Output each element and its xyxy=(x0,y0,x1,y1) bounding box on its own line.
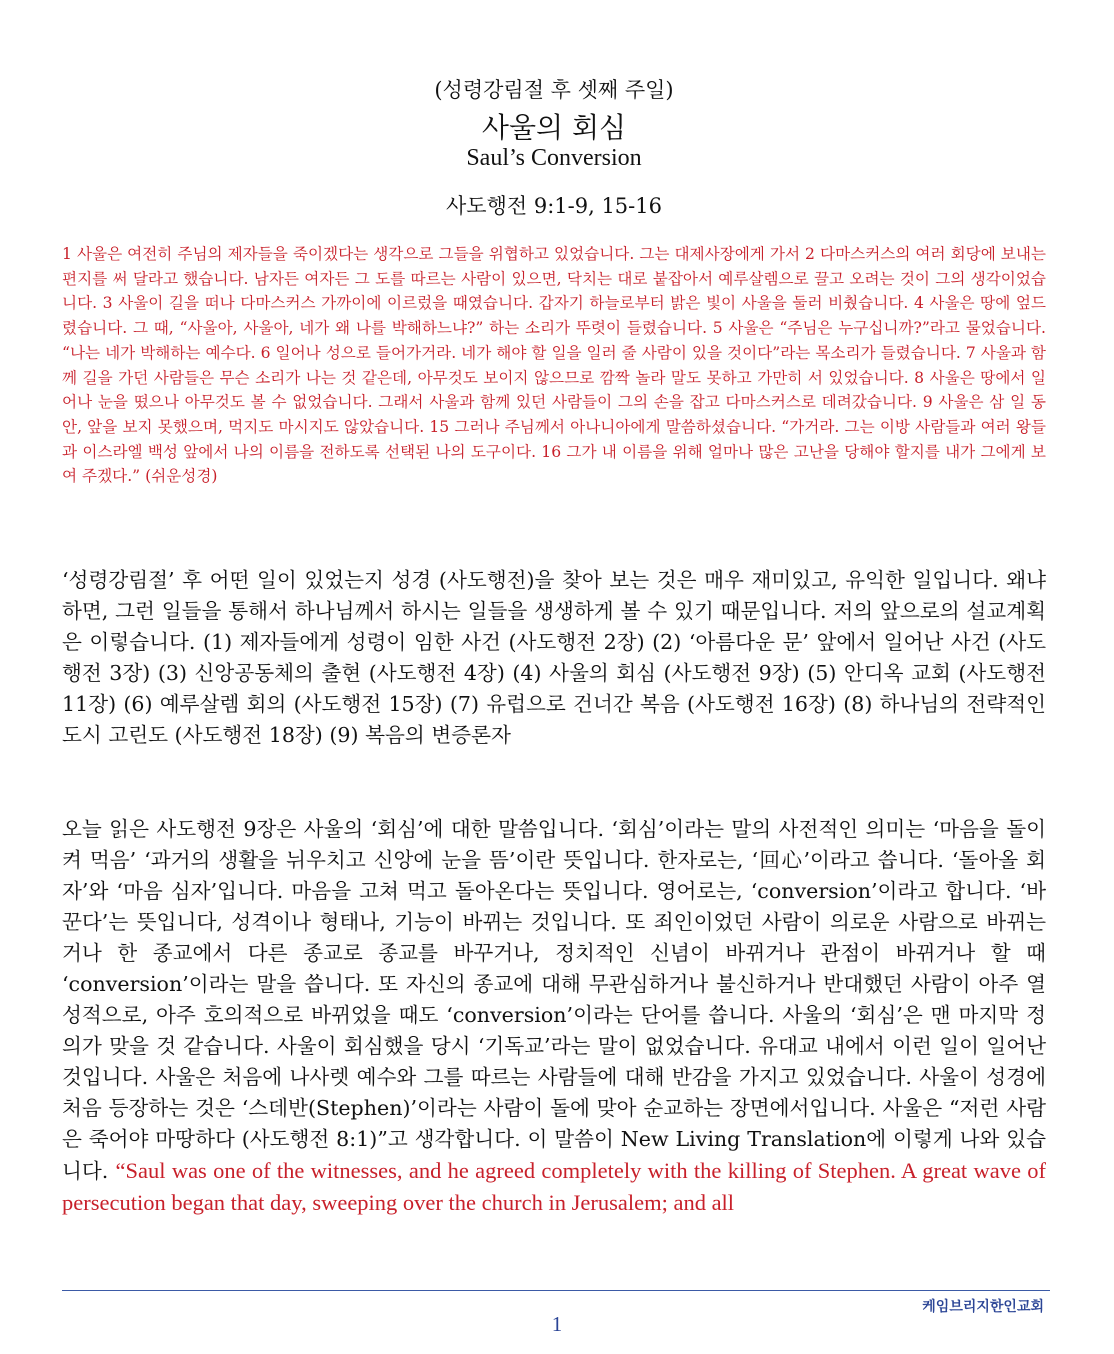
sermon-title: 사울의 회심 xyxy=(481,111,627,144)
footer-divider xyxy=(62,1290,1050,1291)
english-quote: “Saul was one of the witnesses, and he agreed completely with the killing of Stephen. A great wave of persecution began that day, sweeping over the church in Jerusalem; and all xyxy=(62,1158,1046,1215)
body-paragraph-2 xyxy=(62,814,1046,1219)
season-heading: (성령강림절 후 셋째 주일) xyxy=(434,78,674,102)
page-number: 1 xyxy=(551,1312,563,1336)
paragraph-2-text: 오늘 읽은 사도행전 9장은 사울의 ‘회심’에 대한 말씀입니다. ‘회심’이라는 말의 사전적인 의미는 ‘마음을 돌이켜 먹음’ ‘과거의 생활을 뉘우치고 신앙에 눈을 뜸’이란 뜻입니다. 한자로는, ‘回心’이라고 씁니다. ‘돌아올 회자’와 ‘마음 심자’입니다. 마음을 고쳐 먹고 돌아온다는 뜻입니다. 영어로는, ‘conversion’이라고 합니다. ‘바꾼다’는 뜻입니다, 성격이나 형태나, 기능이 바뀌는 것입니다. 또 죄인이었던 사람이 의로운 사람으로 바뀌는 거나 한 종교에서 다른 종교로 종교를 바꾸거나, 정치적인 신념이 바뀌거나 관점이 바뀌거나 할 때 ‘conversion’이라는 말을 씁니다. 또 자신의 종교에 대해 무관심하거나 불신하거나 반대했던 사람이 아주 열성적으로, 아주 호의적으로 바뀌었을 때도 ‘conversion’이라는 단어를 씁니다. 사울의 ‘회심’은 맨 마지막 정의가 맞을 것 같습니다. 사울이 회심했을 당시 ‘기독교’라는 말이 없었습니다. 유대교 내에서 이런 일이 일어난 것입니다. 사울은 처음에 나사렛 예수와 그를 따르는 사람들에 대해 반감을 가지고 있었습니다. 사울이 성경에 처음 등장하는 것은 ‘스데반(Stephen)’이라는 사람이 돌에 맞아 순교하는 장면에서입니다. 사울은 “저런 사람은 죽어야 마땅하다 (사도행전 8:1)”고 생각합니다. 이 말씀이 New Living Translation에 이렇게 나와 있습니다. xyxy=(62,817,1046,1183)
sermon-subtitle: Saul’s Conversion xyxy=(466,145,642,171)
scripture-text: 1 사울은 여전히 주님의 제자들을 죽이겠다는 생각으로 그들을 위협하고 있었습니다. 그는 대제사장에게 가서 2 다마스커스의 여러 회당에 보내는 편지를 써 달라고 했습니다. 남자든 여자든 그 도를 따르는 사람이 있으면, 닥치는 대로 붙잡아서 예루살렘으로 끌고 오려는 것이 그의 생각이었습니다. 3 사울이 길을 떠나 다마스커스 가까이에 이르렀을 때였습니다. 갑자기 하늘로부터 밝은 빛이 사울을 둘러 비췄습니다. 4 사울은 땅에 엎드렸습니다. 그 때, “사울아, 사울아, 네가 왜 나를 박해하느냐?” 하는 소리가 뚜렷이 들렸습니다. 5 사울은 “주님은 누구십니까?”라고 물었습니다. “나는 네가 박해하는 예수다. 6 일어나 성으로 들어가거라. 네가 해야 할 일을 일러 줄 사람이 있을 것이다”라는 목소리가 들렸습니다. 7 사울과 함께 길을 가던 사람들은 무슨 소리가 나는 것 같은데, 아무것도 보이지 않으므로 깜짝 놀라 말도 못하고 가만히 서 있었습니다. 8 사울은 땅에서 일어나 눈을 떴으나 아무것도 볼 수 없었습니다. 그래서 사울과 함께 있던 사람들이 그의 손을 잡고 다마스커스로 데려갔습니다. 9 사울은 삼 일 동안, 앞을 보지 못했으며, 먹지도 마시지도 않았습니다. 15 그러나 주님께서 아나니아에게 말씀하셨습니다. “가거라. 그는 이방 사람들과 여러 왕들과 이스라엘 백성 앞에서 나의 이름을 전하도록 선택된 나의 도구이다. 16 그가 내 이름을 위해 얼마나 많은 고난을 당해야 할지를 내가 그에게 보여 주겠다.” (쉬운성경) xyxy=(62,245,1046,486)
church-name: 케임브리지한인교회 xyxy=(922,1299,1044,1315)
scripture-reference: 사도행전 9:1-9, 15-16 xyxy=(446,194,662,218)
body-paragraph-1: ‘성령강림절’ 후 어떤 일이 있었는지 성경 (사도행전)을 찾아 보는 것은 매우 재미있고, 유익한 일입니다. 왜냐하면, 그런 일들을 통해서 하나님께서 하시는 일들을 생생하게 볼 수 있기 때문입니다. 저의 앞으로의 설교계획은 이렇습니다. (1) 제자들에게 성령이 임한 사건 (사도행전 2장) (2) ‘아름다운 문’ 앞에서 일어난 사건 (사도행전 3장) (3) 신앙공동체의 출현 (사도행전 4장) (4) 사울의 회심 (사도행전 9장) (5) 안디옥 교회 (사도행전 11장) (6) 예루살렘 회의 (사도행전 15장) (7) 유럽으로 건너간 복음 (사도행전 16장) (8) 하나님의 전략적인 도시 고린도 (사도행전 18장) (9) 복음의 변증론자 xyxy=(62,568,1046,747)
